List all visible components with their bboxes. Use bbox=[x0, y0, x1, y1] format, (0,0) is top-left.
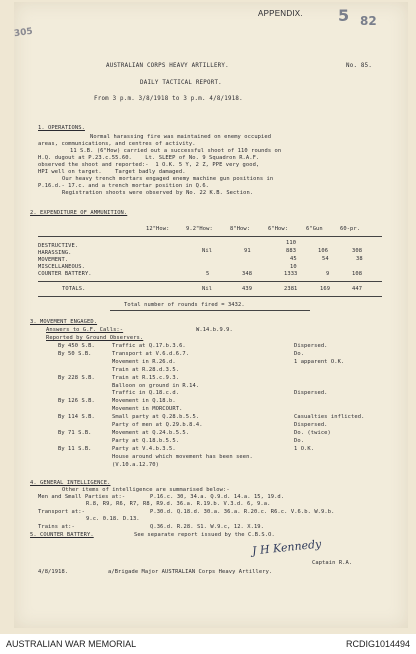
movement-entry: Party at Q.18.b.5.5. bbox=[112, 437, 180, 444]
intelligence-text: Q.36.d. R.28. S1. W.9.c, 12. X.19. bbox=[150, 523, 265, 530]
answers-value: W.14.b.9.9. bbox=[196, 327, 233, 333]
report-number: No. 85. bbox=[346, 63, 373, 69]
total-cell: 447 bbox=[352, 286, 363, 292]
movement-result: Do. bbox=[294, 350, 305, 357]
total-cell: 2381 bbox=[284, 286, 298, 292]
movement-entry: Traffic at Q.17.b.3.6. bbox=[112, 343, 186, 349]
table-rule bbox=[38, 236, 382, 237]
row-label: HARASSING. bbox=[38, 250, 72, 256]
table-cell: 108 bbox=[352, 271, 363, 277]
movement-entry: Movement in R.26.d. bbox=[112, 358, 176, 365]
movement-entry: Party at V.4.b.3.5. bbox=[112, 445, 176, 452]
table-cell: 106 bbox=[318, 248, 329, 254]
page-number: 82 bbox=[360, 14, 377, 28]
movement-observer: By 50 S.B. bbox=[58, 350, 92, 357]
movement-result: 1 apparent O.K. bbox=[294, 358, 345, 365]
movement-result: Casualties inflicted. bbox=[294, 414, 365, 421]
movement-result: Dispersed. bbox=[294, 390, 328, 397]
totals-label: TOTALS. bbox=[62, 286, 86, 292]
operations-line: Our heavy trench mortars engaged enemy machine gun positions in bbox=[62, 176, 274, 182]
table-cell: Nil bbox=[202, 248, 213, 254]
movement-result: Do. (twice) bbox=[294, 429, 331, 436]
intelligence-text: R.8, R9, R6, R7, R8, R9.d. 36.a. R.19.b. V.3.d. 6, 9.a. bbox=[86, 501, 271, 508]
movement-entry: (V.10.a.12.70) bbox=[112, 461, 159, 468]
operations-line: observed the shoot and reported:- 1 O.K. 5 Y, 2 Z, PPE very good, bbox=[38, 162, 260, 168]
table-cell: 883 bbox=[286, 248, 297, 254]
table-cell: 308 bbox=[352, 248, 363, 254]
movement-entry: Transport at V.6.d.6.7. bbox=[112, 350, 190, 357]
archive-reference: RCDIG1014494 bbox=[345, 639, 410, 649]
signatory-role: a/Brigade Major AUSTRALIAN Corps Heavy Artillery. bbox=[108, 569, 273, 575]
operations-line: HPI well on target. Target badly damaged. bbox=[38, 169, 186, 175]
operations-line: Normal harassing fire was maintained on enemy occupied bbox=[90, 134, 272, 140]
movement-entry: Party of men at Q.29.b.8.4. bbox=[112, 422, 203, 428]
appendix-stamp: APPENDIX. bbox=[258, 9, 303, 18]
expenditure-heading: 2. EXPENDITURE OF AMMUNITION. bbox=[30, 210, 128, 216]
intelligence-heading: 4. GENERAL INTELLIGENCE. bbox=[30, 480, 111, 486]
total-cell: 169 bbox=[320, 286, 331, 292]
archive-footer bbox=[0, 634, 416, 654]
operations-heading: 1. OPERATIONS. bbox=[38, 125, 85, 131]
movement-entry: Movement at Q.24.b.5.5. bbox=[112, 429, 190, 436]
table-cell: 348 bbox=[242, 271, 253, 277]
column-header: 6"Gun bbox=[306, 226, 323, 232]
table-cell: 9 bbox=[326, 271, 330, 277]
row-label: DESTRUCTIVE. bbox=[38, 243, 79, 249]
intelligence-text: P.30.d. Q.18.d. 30.a. 36.a. R.20.c. R6.c. V.6.b. W.9.b. bbox=[150, 508, 335, 515]
table-cell: 5 bbox=[206, 271, 210, 277]
intelligence-label: Men and Small Parties at:- bbox=[38, 494, 126, 500]
column-header: 60-pr. bbox=[340, 226, 361, 232]
column-header: 12"How: bbox=[146, 226, 170, 232]
table-cell: 91 bbox=[244, 248, 251, 254]
table-cell: 38 bbox=[356, 256, 363, 262]
movement-entry: Movement in MORCOURT. bbox=[112, 406, 183, 413]
table-rule bbox=[38, 296, 382, 297]
corner-pencil-note: 305 bbox=[13, 26, 34, 40]
movement-entry: Small party at Q.28.b.5.5. bbox=[112, 414, 200, 421]
archive-name: AUSTRALIAN WAR MEMORIAL bbox=[6, 639, 137, 649]
intelligence-text: P.16.c. 30, 34.a. Q.9.d. 14.a. 15, 19.d. bbox=[150, 494, 285, 500]
row-label: MOVEMENT. bbox=[38, 257, 69, 263]
operations-line: P.16.d.- 17.c. and a trench mortar position in Q.6. bbox=[38, 183, 210, 189]
total-cell: Nil bbox=[202, 286, 213, 292]
movement-result: Do. bbox=[294, 437, 305, 444]
movement-observer: By 228 S.B. bbox=[58, 374, 95, 381]
appendix-number: 5 bbox=[338, 6, 350, 25]
movement-entry: Traffic in Q.18.c.d. bbox=[112, 390, 180, 397]
movement-entry: Train at R.15.c.9.3. bbox=[112, 374, 180, 381]
operations-line: 11 S.B. (6"How) carried out a successful shoot of 110 rounds on bbox=[70, 148, 282, 154]
intelligence-text: 9.c. 0.18. D.13. bbox=[86, 516, 140, 523]
movement-heading: 3. MOVEMENT ENGAGED. bbox=[30, 319, 98, 325]
movement-observer: By 11 S.B. bbox=[58, 445, 92, 452]
column-header: 9.2"How: bbox=[186, 226, 213, 232]
intelligence-intro: Other items of intelligence are summarised below:- bbox=[62, 487, 230, 493]
movement-observer: By 126 S.B. bbox=[58, 398, 95, 405]
table-rule bbox=[110, 310, 310, 311]
movement-entry: House around which movement has been seen. bbox=[112, 453, 253, 460]
row-label: COUNTER BATTERY. bbox=[38, 271, 92, 277]
movement-observer: By 71 S.B. bbox=[58, 429, 92, 436]
intelligence-label: Transport at:- bbox=[38, 508, 85, 515]
column-header: 8"How: bbox=[230, 226, 251, 232]
movement-entry: Movement in Q.18.b. bbox=[112, 398, 176, 405]
counter-battery-heading: 5. COUNTER BATTERY. bbox=[30, 532, 94, 538]
operations-line: areas, communications, and centres of activity. bbox=[38, 141, 196, 147]
movement-entry: Balloon on ground in R.14. bbox=[112, 382, 200, 389]
movement-result: Dispersed. bbox=[294, 422, 328, 428]
table-cell: 54 bbox=[322, 256, 329, 262]
handwritten-signature: J H Kennedy bbox=[251, 537, 322, 558]
signatory-rank: Captain R.A. bbox=[312, 560, 353, 566]
column-header: 6"How: bbox=[268, 226, 289, 232]
operations-line: H.Q. dugout at P.23.c.55.60. Lt. SLEEP of No. 9 Squadron R.A.F. bbox=[38, 155, 260, 161]
intelligence-label: Trains at:- bbox=[38, 523, 75, 530]
unit-title: AUSTRALIAN CORPS HEAVY ARTILLERY. bbox=[106, 63, 229, 69]
report-date: 4/8/1918. bbox=[38, 569, 69, 575]
row-label: MISCELLANEOUS. bbox=[38, 264, 85, 270]
table-cell: 1333 bbox=[284, 271, 298, 277]
answers-label: Answers to G.F. Calls:- bbox=[46, 327, 124, 333]
grand-total: Total number of rounds fired = 3432. bbox=[124, 302, 245, 308]
table-cell: 45 bbox=[290, 256, 297, 262]
report-period: From 3 p.m. 3/8/1918 to 3 p.m. 4/8/1918. bbox=[94, 96, 243, 102]
operations-line: Registration shoots were observed by No. 22 K.B. Section. bbox=[62, 190, 254, 196]
total-cell: 439 bbox=[242, 286, 253, 292]
reported-label: Reported by Ground Observers. bbox=[46, 335, 144, 341]
table-cell: 10 bbox=[290, 264, 297, 270]
report-title: DAILY TACTICAL REPORT. bbox=[140, 80, 222, 86]
movement-entry: Train at R.28.d.3.5. bbox=[112, 366, 180, 373]
table-cell: 110 bbox=[286, 240, 297, 246]
movement-result: Dispersed. bbox=[294, 343, 328, 349]
table-rule bbox=[38, 281, 382, 282]
movement-observer: By 114 S.B. bbox=[58, 414, 95, 421]
movement-observer: By 450 S.B. bbox=[58, 343, 95, 349]
movement-result: 1 O.K. bbox=[294, 445, 315, 452]
counter-battery-text: See separate report issued by the C.B.S.O. bbox=[134, 532, 275, 538]
